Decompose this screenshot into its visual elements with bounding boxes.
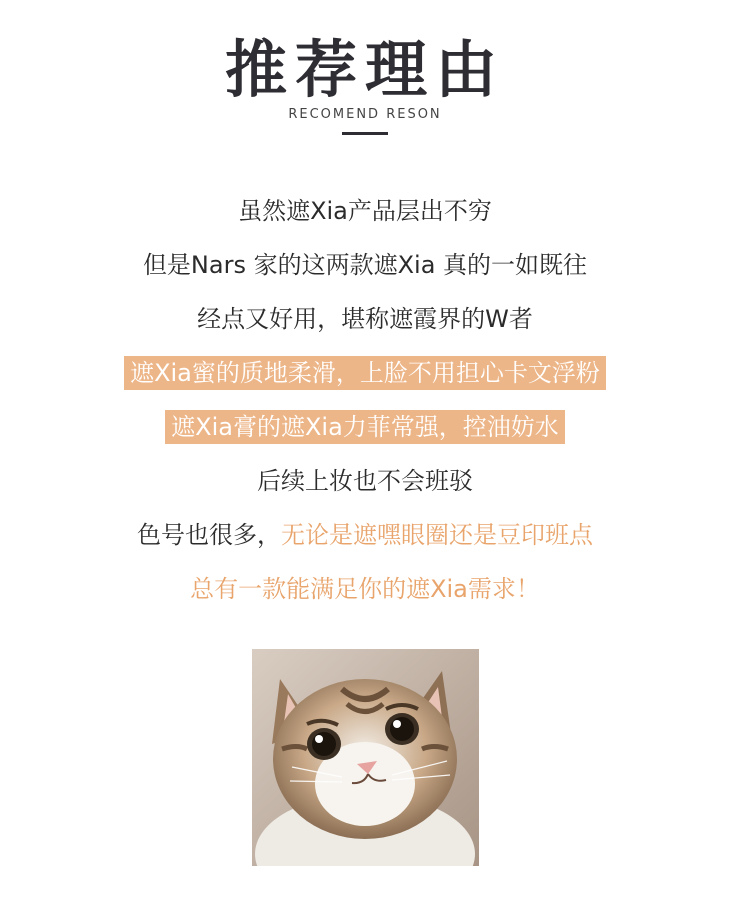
reason-line-7-plain: 色号也很多， [137, 521, 281, 549]
reason-line-3-text: 经点又好用，堪称遮霞界的W者 [197, 305, 533, 333]
reason-line-1-text: 虽然遮Xia产品层出不穷 [238, 197, 492, 225]
highlighted-line-1: 遮Xia蜜的质地柔滑，上脸不用担心卡文浮粉 [124, 356, 606, 390]
reason-line-3 [0, 302, 730, 336]
closing-line-text: 总有一款能满足你的遮Xia需求！ [190, 575, 540, 603]
reason-line-7-accent: 无论是遮嘿眼圈还是豆印班点 [281, 521, 593, 549]
highlighted-line-2: 遮Xia膏的遮Xia力菲常强，控油妨水 [165, 410, 565, 444]
reason-line-2 [0, 248, 730, 282]
reason-line-6-text: 后续上妆也不会班驳 [257, 467, 473, 495]
cat-face-icon [252, 649, 479, 866]
reason-line-4 [0, 356, 730, 390]
section-title: 推荐理由 [224, 33, 505, 106]
reason-line-2-text: 但是Nars 家的这两款遮Xia 真的一如既往 [142, 251, 588, 279]
title-underline [342, 132, 388, 135]
reason-line-7 [0, 518, 730, 552]
reason-line-6 [0, 464, 730, 498]
cat-photo [252, 649, 479, 866]
reason-line-1 [0, 194, 730, 228]
reason-line-5 [0, 410, 730, 444]
reason-line-8 [0, 572, 730, 606]
section-subtitle: RECOMEND RESON [288, 107, 442, 122]
